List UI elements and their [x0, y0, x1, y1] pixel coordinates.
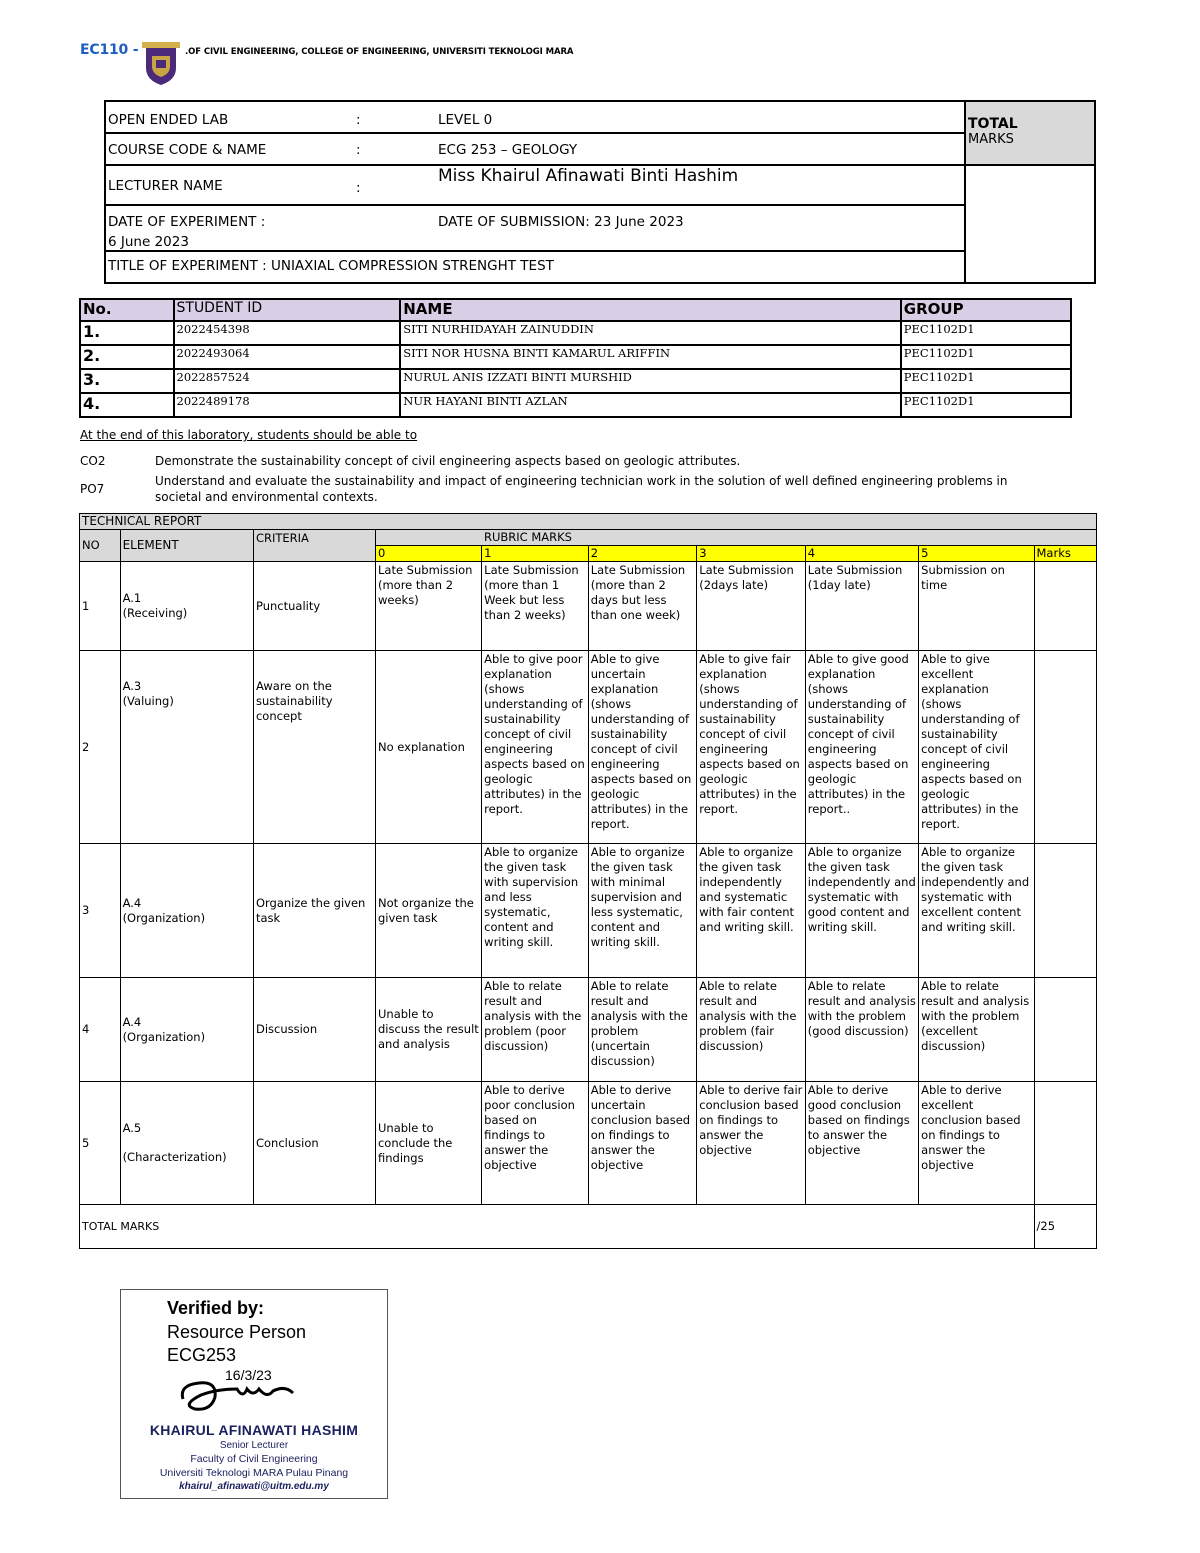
colon: :	[356, 142, 361, 158]
score-1: 1	[482, 546, 589, 562]
rubric-row: 5 A.5 (Characterization) Conclusion Unable to conclude the findings Able to derive poor conclusion based on findings to answer the objective Able to derive uncertain conclusion based on findings to answer the objective Able to derive fair conclusion based on findings to answer the objective Able to derive good conclusion based on findings to answer the objective Able to derive excellent conclusion based on findings to answer the objective	[80, 1082, 1097, 1205]
score-5: 5	[919, 546, 1034, 562]
experiment-title: TITLE OF EXPERIMENT : UNIAXIAL COMPRESSION STRENGHT TEST	[108, 258, 554, 274]
student-id: 2022489178	[174, 393, 401, 417]
colon: :	[356, 112, 361, 128]
stamp-verified: Verified by:	[167, 1298, 265, 1318]
co2-code: CO2	[80, 454, 106, 468]
po7-code: PO7	[80, 482, 105, 496]
rubric-marks-header: RUBRIC MARKS	[375, 530, 1096, 546]
student-group: PEC1102D1	[901, 345, 1071, 369]
signature-icon	[177, 1375, 297, 1415]
score-0: 0	[375, 546, 481, 562]
marks-cell[interactable]	[1034, 651, 1097, 844]
total-marks-row-label: TOTAL MARKS	[80, 1205, 1035, 1249]
lab-label: OPEN ENDED LAB	[108, 112, 229, 128]
stamp-code: ECG253	[167, 1345, 237, 1365]
total-marks-value: /25	[1034, 1205, 1097, 1249]
col-student-id: STUDENT ID	[174, 299, 401, 321]
stamp-university: Universiti Teknologi MARA Pulau Pinang	[159, 1467, 349, 1479]
student-row: 1. 2022454398 SITI NURHIDAYAH ZAINUDDIN PEC1102D1	[80, 321, 1071, 345]
marks-cell[interactable]	[1034, 562, 1097, 651]
stamp-position: Senior Lecturer	[219, 1440, 289, 1451]
col-element-header: ELEMENT	[120, 530, 253, 562]
col-group: GROUP	[901, 299, 1071, 321]
lab-value: LEVEL 0	[438, 112, 493, 128]
student-row: 2. 2022493064 SITI NOR HUSNA BINTI KAMARUL ARIFFIN PEC1102D1	[80, 345, 1071, 369]
total-marks-label: TOTAL	[968, 116, 1018, 132]
student-name: SITI NURHIDAYAH ZAINUDDIN	[400, 321, 901, 345]
stamp-role: Resource Person	[167, 1322, 307, 1342]
university-logo	[142, 42, 180, 86]
rubric-row: 4 A.4 (Organization) Discussion Unable to discuss the result and analysis Able to relate result and analysis with the problem (poor discussion) Able to relate result and analysis with the problem (uncertain discussion) Able to relate result and analysis with the problem (fair discussion) Able to relate result and analysis with the problem (good discussion) Able to relate result and analysis with the problem (excellent discussion)	[80, 978, 1097, 1082]
marks-cell[interactable]	[1034, 978, 1097, 1082]
verification-stamp	[120, 1289, 388, 1499]
score-4: 4	[805, 546, 918, 562]
stamp-date: 16/3/23	[225, 1367, 272, 1383]
po7-text: Understand and evaluate the sustainability and impact of engineering technician work in the solution of well defined engineering problems in societal and environmental contexts.	[155, 474, 1008, 504]
rubric-row: 3 A.4 (Organization) Organize the given task Not organize the given task Able to organize the given task with supervision and less systematic, content and writing skill. Able to organize the given task with minimal supervision and less systematic, content and writing skill. Able to organize the given task independently and systematic with fair content and writing skill. Able to organize the given task independently and systematic with good content and writing skill. Able to organize the given task independently and systematic with excellent content and writing skill.	[80, 844, 1097, 978]
student-name: SITI NOR HUSNA BINTI KAMARUL ARIFFIN	[400, 345, 901, 369]
date-experiment-value: 6 June 2023	[108, 234, 189, 250]
student-row: 4. 2022489178 NUR HAYANI BINTI AZLAN PEC1102D1	[80, 393, 1071, 417]
marks-cell[interactable]	[1034, 844, 1097, 978]
date-submission: DATE OF SUBMISSION: 23 June 2023	[438, 214, 684, 230]
col-no-header: NO	[80, 530, 121, 562]
student-name: NURUL ANIS IZZATI BINTI MURSHID	[400, 369, 901, 393]
colon: :	[356, 180, 361, 196]
stamp-faculty: Faculty of Civil Engineering	[190, 1453, 318, 1465]
student-group: PEC1102D1	[901, 393, 1071, 417]
student-id: 2022857524	[174, 369, 401, 393]
lecturer-label: LECTURER NAME	[108, 178, 223, 194]
info-table	[104, 100, 1096, 284]
students-table	[79, 298, 1072, 418]
rubric-table	[79, 513, 1097, 1249]
col-criteria-header: CRITERIA	[253, 530, 375, 562]
course-value: ECG 253 – GEOLOGY	[438, 142, 578, 158]
marks-cell[interactable]	[1034, 1082, 1097, 1205]
student-row: 3. 2022857524 NURUL ANIS IZZATI BINTI MURSHID PEC1102D1	[80, 369, 1071, 393]
student-id: 2022454398	[174, 321, 401, 345]
course-code: EC110 -	[80, 42, 139, 58]
student-group: PEC1102D1	[901, 321, 1071, 345]
lecturer-value: Miss Khairul Afinawati Binti Hashim	[438, 166, 739, 186]
stamp-name: KHAIRUL AFINAWATI HASHIM	[149, 1422, 359, 1438]
student-name: NUR HAYANI BINTI AZLAN	[400, 393, 901, 417]
student-group: PEC1102D1	[901, 369, 1071, 393]
course-label: COURSE CODE & NAME	[108, 142, 267, 158]
department-text: .OF CIVIL ENGINEERING, COLLEGE OF ENGINEERING, UNIVERSITI TEKNOLOGI MARA	[185, 47, 574, 57]
rubric-row: 1 A.1 (Receiving) Punctuality Late Submission (more than 2 weeks) Late Submission (more than 1 Week but less than 2 weeks) Late Submission (more than 2 days but less than one week) Late Submission (2days late) Late Submission (1day late) Submission on time	[80, 562, 1097, 651]
stamp-email: khairul_afinawati@uitm.edu.my	[179, 1481, 329, 1492]
date-experiment-label: DATE OF EXPERIMENT :	[108, 214, 266, 230]
total-marks-label-2: MARKS	[968, 132, 1014, 147]
student-id: 2022493064	[174, 345, 401, 369]
co2-text: Demonstrate the sustainability concept of civil engineering aspects based on geologic attributes.	[155, 454, 741, 468]
col-no: No.	[80, 299, 174, 321]
marks-header: Marks	[1034, 546, 1097, 562]
rubric-row: 2 A.3 (Valuing) Aware on the sustainability concept No explanation Able to give poor explanation (shows understanding of sustainability concept of civil engineering aspects based on geologic attributes) in the report. Able to give uncertain explanation (shows understanding of sustainability concept of civil engineering aspects based on geologic attributes) in the report. Able to give fair explanation (shows understanding of sustainability concept of civil engineering aspects based on geologic attributes) in the report. Able to give good explanation (shows understanding of sustainability concept of civil engineering aspects based on geologic attributes) in the report.. Able to give excellent explanation (shows understanding of sustainability concept of civil engineering aspects based on geologic attributes) in the report.	[80, 651, 1097, 844]
rubric-title: TECHNICAL REPORT	[80, 514, 1097, 530]
score-3: 3	[697, 546, 806, 562]
score-2: 2	[588, 546, 697, 562]
outcomes-intro: At the end of this laboratory, students should be able to	[80, 428, 418, 442]
col-name: NAME	[400, 299, 901, 321]
